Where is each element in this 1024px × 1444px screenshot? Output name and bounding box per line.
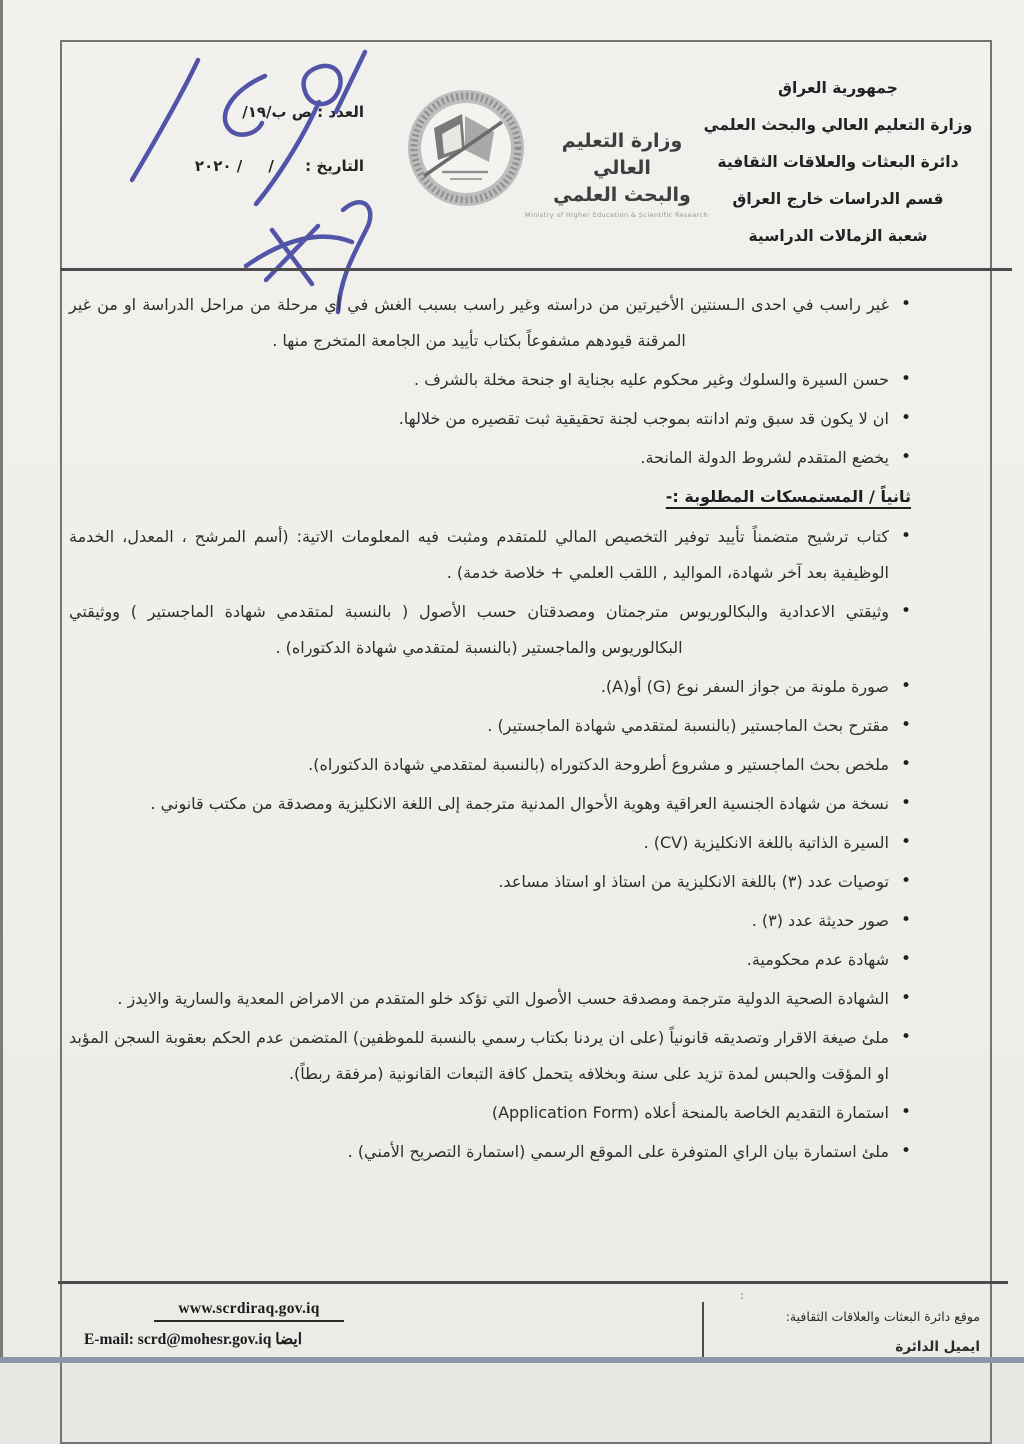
scan-edge: [0, 0, 3, 1363]
header-line-department: دائرة البعثات والعلاقات الثقافية: [717, 153, 959, 171]
condition-item: • يخضع المتقدم لشروط الدولة المانحة.: [69, 440, 915, 476]
requirements-heading: ثانياً / المستمسكات المطلوبة :-: [665, 487, 911, 506]
requirement-item: • السيرة الذاتية باللغة الانكليزية (CV) .: [69, 825, 915, 861]
requirement-item: • نسخة من شهادة الجنسية العراقية وهوية الأحوال المدنية مترجمة إلى اللغة الانكليزية ومصدقة من مكتب قانوني .: [69, 786, 915, 822]
scan-bottom-edge: [0, 1357, 1024, 1363]
header-ref-block: [112, 100, 364, 178]
email-address-link[interactable]: E-mail: scrd@mohesr.gov.iq ايضا: [84, 1331, 303, 1348]
website-link[interactable]: www.scrdiraq.gov.iq: [154, 1300, 344, 1322]
footer-colon-mark: :: [740, 1289, 744, 1302]
requirement-item: • كتاب ترشيح متضمناً تأييد توفير التخصيص المالي للمتقدم ومثبت فيه المعلومات الاتية: (أسم المرشح ، المعدل، الخدمة الوظيفية بعد آخر شهادة، المواليد , اللقب العلمي + خلاصة خدمة) .: [69, 519, 915, 591]
requirement-item: • استمارة التقديم الخاصة بالمنحة أعلاه (Application Form): [69, 1095, 915, 1131]
wordmark-line2: والبحث العلمي: [553, 184, 691, 206]
condition-item: • حسن السيرة والسلوك وغير محكوم عليه بجناية او جنحة مخلة بالشرف .: [69, 362, 915, 398]
header-separator-line: [60, 268, 1012, 271]
condition-item: • ان لا يكون قد سبق وتم ادانته بموجب لجنة تحقيقية ثبت تقصيره من خلالها.: [69, 401, 915, 437]
ministry-emblem-icon: [402, 82, 530, 214]
requirement-item: • وثيقتي الاعدادية والبكالوريوس مترجمتان ومصدقتان حسب الأصول ( بالنسبة لمتقدمي شهادة الماجستير ) ووثيقتي البكالوريوس والماجستير (بالنسبة لمتقدمي شهادة الدكتوراه) .: [69, 594, 915, 666]
wordmark-caption: Ministry of Higher Education & Scientific Research: [525, 211, 708, 219]
header-line-ministry: وزارة التعليم العالي والبحث العلمي: [703, 116, 973, 134]
header-line-country: جمهورية العراق: [778, 79, 898, 97]
requirement-item: • شهادة عدم محكومية.: [69, 942, 915, 978]
requirement-item: • ملئ استمارة بيان الراي المتوفرة على الموقع الرسمي (استمارة التصريح الأمني) .: [69, 1134, 915, 1170]
footer-contact-values: [84, 1300, 384, 1349]
footer-site-label: موقع دائرة البعثات والعلاقات الثقافية:: [785, 1309, 980, 1324]
header-ministry-block: [692, 70, 984, 255]
requirement-item: • الشهادة الصحية الدولية مترجمة ومصدقة حسب الأصول التي تؤكد خلو المتقدم من الامراض المعدية والسارية والايدز .: [69, 981, 915, 1017]
ministry-logo: [398, 80, 708, 220]
requirement-item: • صورة ملونة من جواز السفر نوع (G) أو(A).: [69, 669, 915, 705]
document-number-field: العدد : ص ب/١٩/: [242, 103, 364, 121]
wordmark-line1: وزارة التعليم العالي: [561, 130, 683, 179]
requirement-item: • مقترح بحث الماجستير (بالنسبة لمتقدمي شهادة الماجستير) .: [69, 708, 915, 744]
ministry-wordmark: [525, 128, 708, 221]
header-line-section: قسم الدراسات خارج العراق: [732, 190, 944, 208]
footer-separator-line: [58, 1281, 1008, 1284]
requirement-item: • صور حديثة عدد (٣) .: [69, 903, 915, 939]
condition-item: • غير راسب في احدى الـسنتين الأخيرتين من دراسته وغير راسب بسبب الغش في أي مرحلة من مراحل الدراسة او من غير المرقنة قيودهم مشفوعاً بكتاب تأييد من الجامعة المتخرج منها .: [69, 287, 915, 359]
document-body: [69, 287, 915, 1173]
requirement-item: • توصيات عدد (٣) باللغة الانكليزية من استاذ او استاذ مساعد.: [69, 864, 915, 900]
document-date-field: التاريخ : / / ٢٠٢٠: [194, 157, 364, 175]
header-line-division: شعبة الزمالات الدراسية: [748, 227, 928, 245]
requirement-item: • ملخص بحث الماجستير و مشروع أطروحة الدكتوراه (بالنسبة لمتقدمي شهادة الدكتوراه).: [69, 747, 915, 783]
footer-email-label: ايميل الدائرة: [895, 1339, 980, 1355]
footer-contact-labels: [700, 1290, 980, 1362]
requirement-item: • ملئ صيغة الاقرار وتصديقه قانونياً (على ان يردنا بكتاب رسمي بالنسبة للموظفين) المتضمن عدم الحكم بعقوبة السجن المؤبد او المؤقت والحبس لمدة تزيد على سنة وبخلافه يتحمل كافة التبعات القانونية (مرفقة ربطاً).: [69, 1020, 915, 1092]
